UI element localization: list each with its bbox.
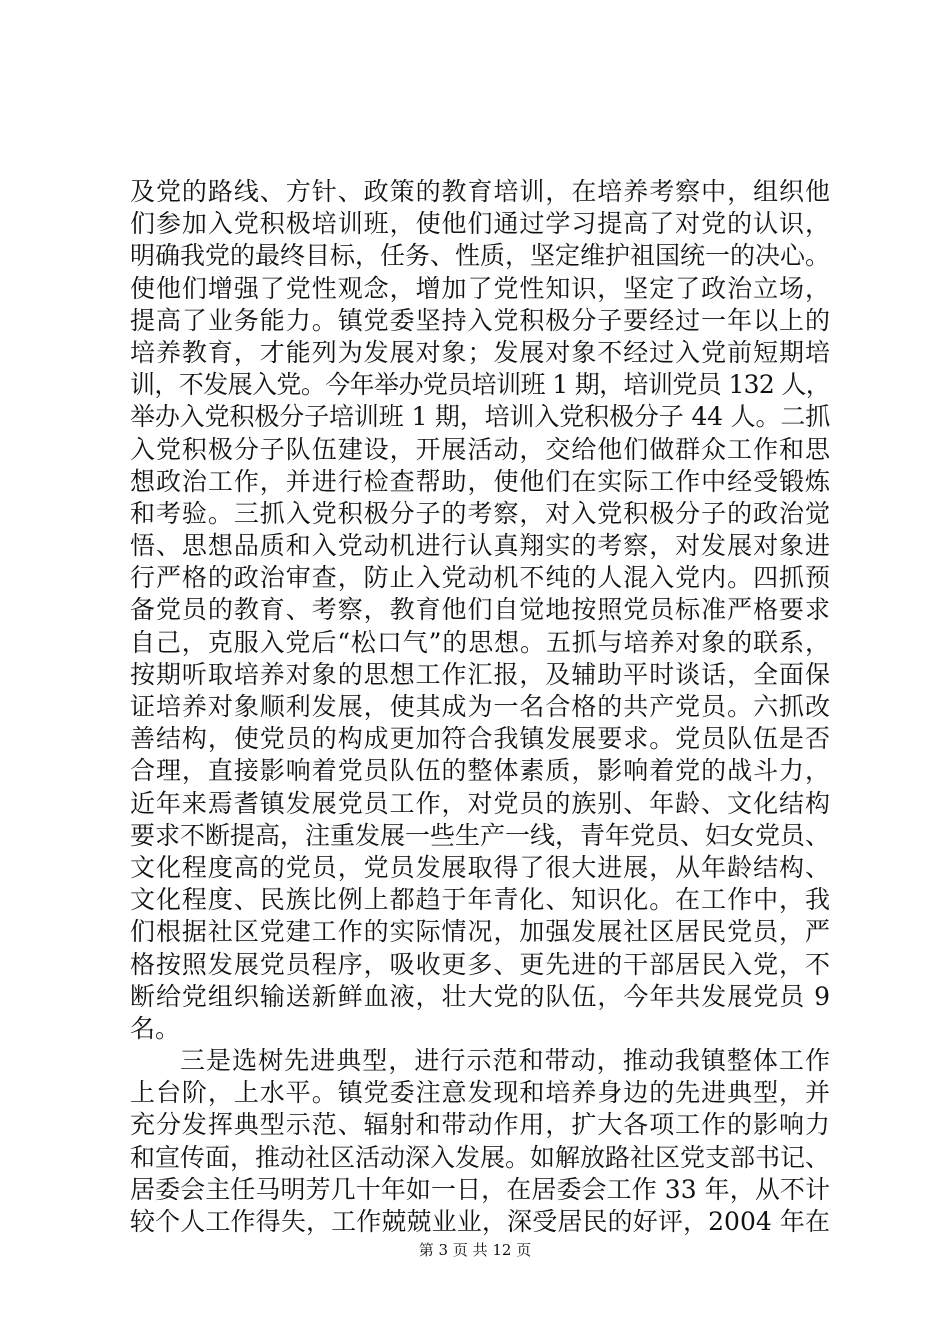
text-line: 证培养对象顺利发展，使其成为一名合格的共产党员。六抓改 [130,692,830,721]
text-line: 行严格的政治审查，防止入党动机不纯的人混入党内。四抓预 [130,563,830,593]
text-line: 居委会主任马明芳几十年如一日，在居委会工作 33 年，从不计 [130,1174,830,1204]
text-line: 们根据社区党建工作的实际情况，加强发展社区居民党员，严 [130,917,830,947]
text-line: 按期听取培养对象的思想工作汇报，及辅助平时谈话，全面保 [130,659,830,689]
text-line: 文化程度、民族比例上都趋于年青化、知识化。在工作中，我 [130,885,830,915]
text-line: 自己，克服入党后“松口气”的思想。五抓与培养对象的联系， [130,627,830,657]
text-line: 充分发挥典型示范、辐射和带动作用，扩大各项工作的影响力 [130,1110,830,1140]
text-line: 文化程度高的党员，党员发展取得了很大进展，从年龄结构、 [130,852,830,882]
text-line: 和考验。三抓入党积极分子的考察，对入党积极分子的政治觉 [130,498,830,528]
text-line: 格按照发展党员程序，吸收更多、更先进的干部居民入党，不 [130,949,830,979]
text-line: 断给党组织输送新鲜血液，壮大党的队伍，今年共发展党员 9 [130,981,830,1011]
text-line: 提高了业务能力。镇党委坚持入党积极分子要经过一年以上的 [130,305,830,335]
text-line: 较个人工作得失，工作兢兢业业，深受居民的好评，2004 年在 [130,1207,830,1236]
text-line: 名。 [130,1013,181,1043]
text-line: 及党的路线、方针、政策的教育培训，在培养考察中，组织他 [130,177,830,206]
page-footer [0,1240,950,1260]
text-line: 们参加入党积极培训班，使他们通过学习提高了对党的认识， [130,209,830,239]
text-line: 明确我党的最终目标，任务、性质，坚定维护祖国统一的决心。 [130,241,831,271]
text-line: 使他们增强了党性观念，增加了党性知识，坚定了政治立场， [130,273,830,303]
text-line: 入党积极分子队伍建设，开展活动，交给他们做群众工作和思 [130,434,830,464]
text-line: 善结构，使党员的构成更加符合我镇发展要求。党员队伍是否 [130,724,830,754]
text-line: 近年来焉耆镇发展党员工作，对党员的族别、年龄、文化结构 [130,788,830,818]
text-line: 举办入党积极分子培训班 1 期，培训入党积极分子 44 人。二抓 [130,402,830,432]
text-line: 想政治工作，并进行检查帮助，使他们在实际工作中经受锻炼 [130,466,830,496]
text-line: 训，不发展入党。今年举办党员培训班 1 期，培训党员 132 人， [130,370,830,400]
text-line: 备党员的教育、考察，教育他们自觉地按照党员标准严格要求 [130,595,830,625]
text-line: 上台阶，上水平。镇党委注意发现和培养身边的先进典型，并 [130,1078,830,1108]
paragraph-start-line: 三是选树先进典型，进行示范和带动，推动我镇整体工作 [180,1046,830,1076]
text-line: 悟、思想品质和入党动机进行认真翔实的考察，对发展对象进 [130,531,830,561]
text-line: 要求不断提高，注重发展一些生产一线，青年党员、妇女党员、 [130,820,831,850]
text-line: 和宣传面，推动社区活动深入发展。如解放路社区党支部书记、 [130,1142,831,1172]
text-line: 培养教育，才能列为发展对象；发展对象不经过入党前短期培 [130,337,830,367]
body-text [130,176,830,1238]
text-line: 合理，直接影响着党员队伍的整体素质，影响着党的战斗力， [130,756,830,786]
page-number: 第 3 页 共 12 页 [418,1241,532,1259]
